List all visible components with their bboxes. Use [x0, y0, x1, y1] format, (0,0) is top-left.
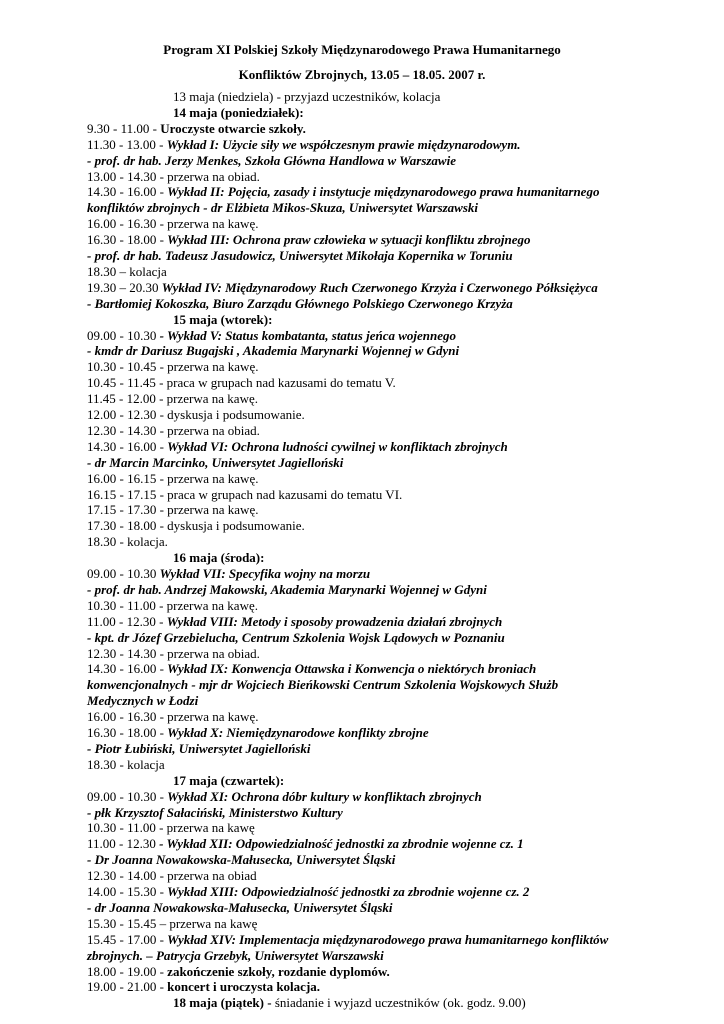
- line-text: 16.15 - 17.15 - praca w grupach nad kazusami do tematu VI.: [87, 486, 403, 502]
- line-text: 09.00 - 10.30: [87, 566, 160, 581]
- line-emphasis: 18 maja (piątek) -: [173, 995, 275, 1011]
- schedule-line: [87, 741, 704, 756]
- schedule-line: [87, 789, 704, 804]
- schedule-line: [87, 184, 704, 199]
- line-emphasis: - Piotr Łubiński, Uniwersytet Jagielloński: [87, 740, 311, 756]
- line-emphasis: - Dr Joanna Nowakowska-Małusecka, Uniwersytet Śląski: [87, 852, 396, 868]
- line-text: 16.00 - 16.15 - przerwa na kawę.: [87, 470, 259, 486]
- line-text: 10.30 - 10.45 - przerwa na kawę.: [87, 359, 259, 375]
- line-emphasis: konwencjonalnych - mjr dr Wojciech Bieńkowski Centrum Szkolenia Wojskowych Służb: [87, 677, 559, 693]
- schedule-line: [87, 661, 704, 676]
- line-emphasis: Wykład VII: Specyfika wojny na morzu: [159, 566, 371, 581]
- schedule-line: [87, 900, 704, 915]
- schedule-line: [87, 852, 704, 867]
- day-heading: [173, 312, 704, 327]
- day-heading: [173, 105, 704, 120]
- line-text: 9.30 - 11.00 -: [87, 120, 161, 136]
- line-text: 18.30 – kolacja: [87, 263, 167, 279]
- schedule-line: [87, 375, 704, 390]
- schedule-line: [87, 646, 704, 661]
- schedule-line: [87, 137, 704, 152]
- schedule-line: [173, 995, 704, 1010]
- line-text: 10.45 - 11.45 - praca w grupach nad kazusami do tematu V.: [87, 375, 396, 391]
- line-emphasis: Wykład X: Niemiędzynarodowe konflikty zbrojne: [167, 725, 429, 740]
- line-emphasis: - prof. dr hab. Tadeusz Jasudowicz, Uniwersytet Mikołaja Kopernika w Toruniu: [87, 248, 513, 263]
- line-text: 15.30 - 15.45 – przerwa na kawę: [87, 915, 258, 931]
- line-text: 16.00 - 16.30 - przerwa na kawę.: [87, 709, 259, 725]
- line-text: 16.00 - 16.30 - przerwa na kawę.: [87, 216, 259, 232]
- schedule-line: [87, 757, 704, 772]
- line-text: 18.00 - 19.00 -: [87, 963, 168, 979]
- schedule-line: [87, 614, 704, 629]
- line-emphasis: 17 maja (czwartek):: [173, 772, 285, 788]
- line-emphasis: 15 maja (wtorek):: [173, 311, 273, 327]
- schedule-line: [87, 598, 704, 613]
- line-emphasis: Wykład XIII: Odpowiedzialność jednostki za zbrodnie wojenne cz. 2: [167, 884, 530, 899]
- line-text: 16.30 - 18.00 -: [87, 232, 168, 248]
- schedule-line: [87, 630, 704, 645]
- schedule-line: [87, 121, 704, 136]
- line-text: 12.30 - 14.30 - przerwa na obiad.: [87, 422, 260, 438]
- schedule-line: [87, 169, 704, 184]
- line-emphasis: Wykład VIII: Metody i sposoby prowadzenia działań zbrojnych: [166, 613, 503, 629]
- schedule-line: [87, 487, 704, 502]
- line-text: 18.30 - kolacja: [87, 756, 165, 772]
- schedule-line: [87, 328, 704, 343]
- line-text: 14.00 - 15.30 -: [87, 884, 168, 899]
- schedule-line: [87, 343, 704, 358]
- schedule-line: [87, 534, 704, 549]
- schedule-line: [87, 439, 704, 454]
- day-heading: [173, 550, 704, 565]
- schedule-line: [87, 932, 704, 947]
- line-text: 13 maja (niedziela) - przyjazd uczestników, kolacja: [173, 89, 441, 104]
- line-text: 10.30 - 11.00 - przerwa na kawę: [87, 820, 255, 836]
- line-emphasis: - Wykład V: Status kombatanta, status jeńca wojennego: [159, 327, 456, 343]
- schedule-line: [87, 296, 704, 311]
- line-emphasis: - Bartłomiej Kokoszka, Biuro Zarządu Głównego Polskiego Czerwonego Krzyża: [87, 295, 513, 311]
- line-emphasis: 16 maja (środa):: [173, 550, 265, 566]
- schedule-line: [87, 216, 704, 231]
- line-text: 11.00 - 12.30 -: [87, 613, 167, 629]
- line-text: 16.30 - 18.00 -: [87, 725, 168, 740]
- line-emphasis: - kmdr dr Dariusz Bugajski , Akademia Marynarki Wojennej w Gdyni: [87, 343, 460, 359]
- line-emphasis: Medycznych w Łodzi: [87, 693, 199, 709]
- schedule-line: [87, 518, 704, 533]
- line-emphasis: Wykład IX: Konwencja Ottawska i Konwencja o niektórych broniach: [167, 661, 537, 677]
- line-emphasis: - Wykład XII: Odpowiedzialność jednostki za zbrodnie wojenne cz. 1: [159, 836, 524, 852]
- schedule-line: [87, 948, 704, 963]
- line-text: 17.15 - 17.30 - przerwa na kawę.: [87, 502, 259, 518]
- schedule-line: [87, 153, 704, 168]
- line-text: 12.30 - 14.00 - przerwa na obiad: [87, 868, 257, 884]
- schedule-line: [87, 709, 704, 724]
- line-text: 15.45 - 17.00 -: [87, 931, 168, 947]
- line-text: 12.00 - 12.30 - dyskusja i podsumowanie.: [87, 407, 305, 422]
- schedule-line: [87, 248, 704, 263]
- line-emphasis: Wykład IV: Międzynarodowy Ruch Czerwonego Krzyża i Czerwonego Półksiężyca: [161, 279, 598, 295]
- schedule-line: [87, 359, 704, 374]
- line-emphasis: Wykład III: Ochrona praw człowieka w sytuacji konfliktu zbrojnego: [167, 232, 531, 248]
- schedule-line: [87, 200, 704, 215]
- line-text: 09.00 - 10.30: [87, 327, 160, 343]
- line-text: 11.00 - 12.30: [87, 836, 160, 852]
- line-text: 14.30 - 16.00 -: [87, 661, 168, 677]
- line-emphasis: - dr Marcin Marcinko, Uniwersytet Jagielloński: [87, 454, 344, 470]
- line-emphasis: Wykład II: Pojęcia, zasady i instytucje międzynarodowego prawa humanitarnego: [167, 184, 600, 200]
- line-text: 14.30 - 16.00 -: [87, 438, 168, 454]
- schedule-line: [87, 455, 704, 470]
- line-text: 17.30 - 18.00 - dyskusja i podsumowanie.: [87, 518, 305, 534]
- line-emphasis: Wykład XIV: Implementacja międzynarodowego prawa humanitarnego konfliktów: [167, 931, 609, 947]
- schedule-line: [87, 582, 704, 597]
- day-heading: [173, 773, 704, 788]
- line-text: 13.00 - 14.30 - przerwa na obiad.: [87, 168, 260, 184]
- schedule-line: [87, 868, 704, 883]
- schedule-line: [87, 232, 704, 247]
- line-emphasis: zakończenie szkoły, rozdanie dyplomów.: [167, 963, 390, 979]
- program-title-line-2: Konfliktów Zbrojnych, 13.05 – 18.05. 2007 r.: [238, 67, 486, 82]
- schedule-line: [87, 566, 704, 581]
- schedule-line: [87, 725, 704, 740]
- line-emphasis: Wykład XI: Ochrona dóbr kultury w konfliktach zbrojnych: [167, 788, 482, 804]
- schedule-line: [87, 693, 704, 708]
- schedule-line: [87, 979, 704, 994]
- line-emphasis: - kpt. dr Józef Grzebielucha, Centrum Szkolenia Wojsk Lądowych w Poznaniu: [87, 629, 505, 645]
- program-title-line-1: Program XI Polskiej Szkoły Międzynarodowego Prawa Humanitarnego: [163, 42, 561, 57]
- schedule-line: [87, 407, 704, 422]
- line-text: 12.30 - 14.30 - przerwa na obiad.: [87, 645, 260, 661]
- schedule-line: [87, 677, 704, 692]
- schedule-line: [87, 820, 704, 835]
- line-emphasis: - prof. dr hab. Andrzej Makowski, Akademia Marynarki Wojennej w Gdyni: [87, 581, 487, 597]
- schedule-line: [87, 264, 704, 279]
- schedule-line: [87, 884, 704, 899]
- line-text: 18.30 - kolacja.: [87, 534, 168, 550]
- schedule-line: [87, 471, 704, 486]
- line-emphasis: Wykład I: Użycie siły we współczesnym prawie międzynarodowym.: [166, 136, 521, 152]
- line-emphasis: 14 maja (poniedziałek):: [173, 104, 304, 120]
- line-text: 11.45 - 12.00 - przerwa na kawę.: [87, 391, 258, 407]
- schedule-line: [87, 423, 704, 438]
- line-emphasis: konfliktów zbrojnych - dr Elżbieta Mikos-Skuza, Uniwersytet Warszawski: [87, 200, 479, 216]
- line-text: 11.30 - 13.00 -: [87, 136, 167, 152]
- line-text: 10.30 - 11.00 - przerwa na kawę.: [87, 597, 258, 613]
- line-text: 14.30 - 16.00 -: [87, 184, 168, 200]
- schedule-line: [87, 805, 704, 820]
- line-emphasis: koncert i uroczysta kolacja.: [167, 979, 321, 995]
- line-emphasis: Uroczyste otwarcie szkoły.: [160, 120, 306, 136]
- line-text: 19.30 – 20.30: [87, 279, 162, 295]
- line-emphasis: Wykład VI: Ochrona ludności cywilnej w konfliktach zbrojnych: [167, 438, 508, 454]
- schedule-line: [87, 391, 704, 406]
- schedule-line: [87, 836, 704, 851]
- line-emphasis: - dr Joanna Nowakowska-Małusecka, Uniwersytet Śląski: [87, 899, 393, 915]
- schedule-line: [87, 280, 704, 295]
- line-text: 19.00 - 21.00 -: [87, 979, 168, 995]
- schedule-line: [173, 89, 704, 104]
- line-emphasis: - prof. dr hab. Jerzy Menkes, Szkoła Główna Handlowa w Warszawie: [87, 152, 456, 168]
- schedule-line: [87, 502, 704, 517]
- schedule-line: [87, 916, 704, 931]
- line-emphasis: zbrojnych. – Patrycja Grzebyk, Uniwersytet Warszawski: [87, 947, 384, 963]
- line-emphasis: - płk Krzysztof Sałaciński, Ministerstwo Kultury: [87, 804, 343, 820]
- line-text: 09.00 - 10.30 -: [87, 788, 168, 804]
- line-text: śniadanie i wyjazd uczestników (ok. godz. 9.00): [274, 995, 526, 1011]
- schedule-line: [87, 964, 704, 979]
